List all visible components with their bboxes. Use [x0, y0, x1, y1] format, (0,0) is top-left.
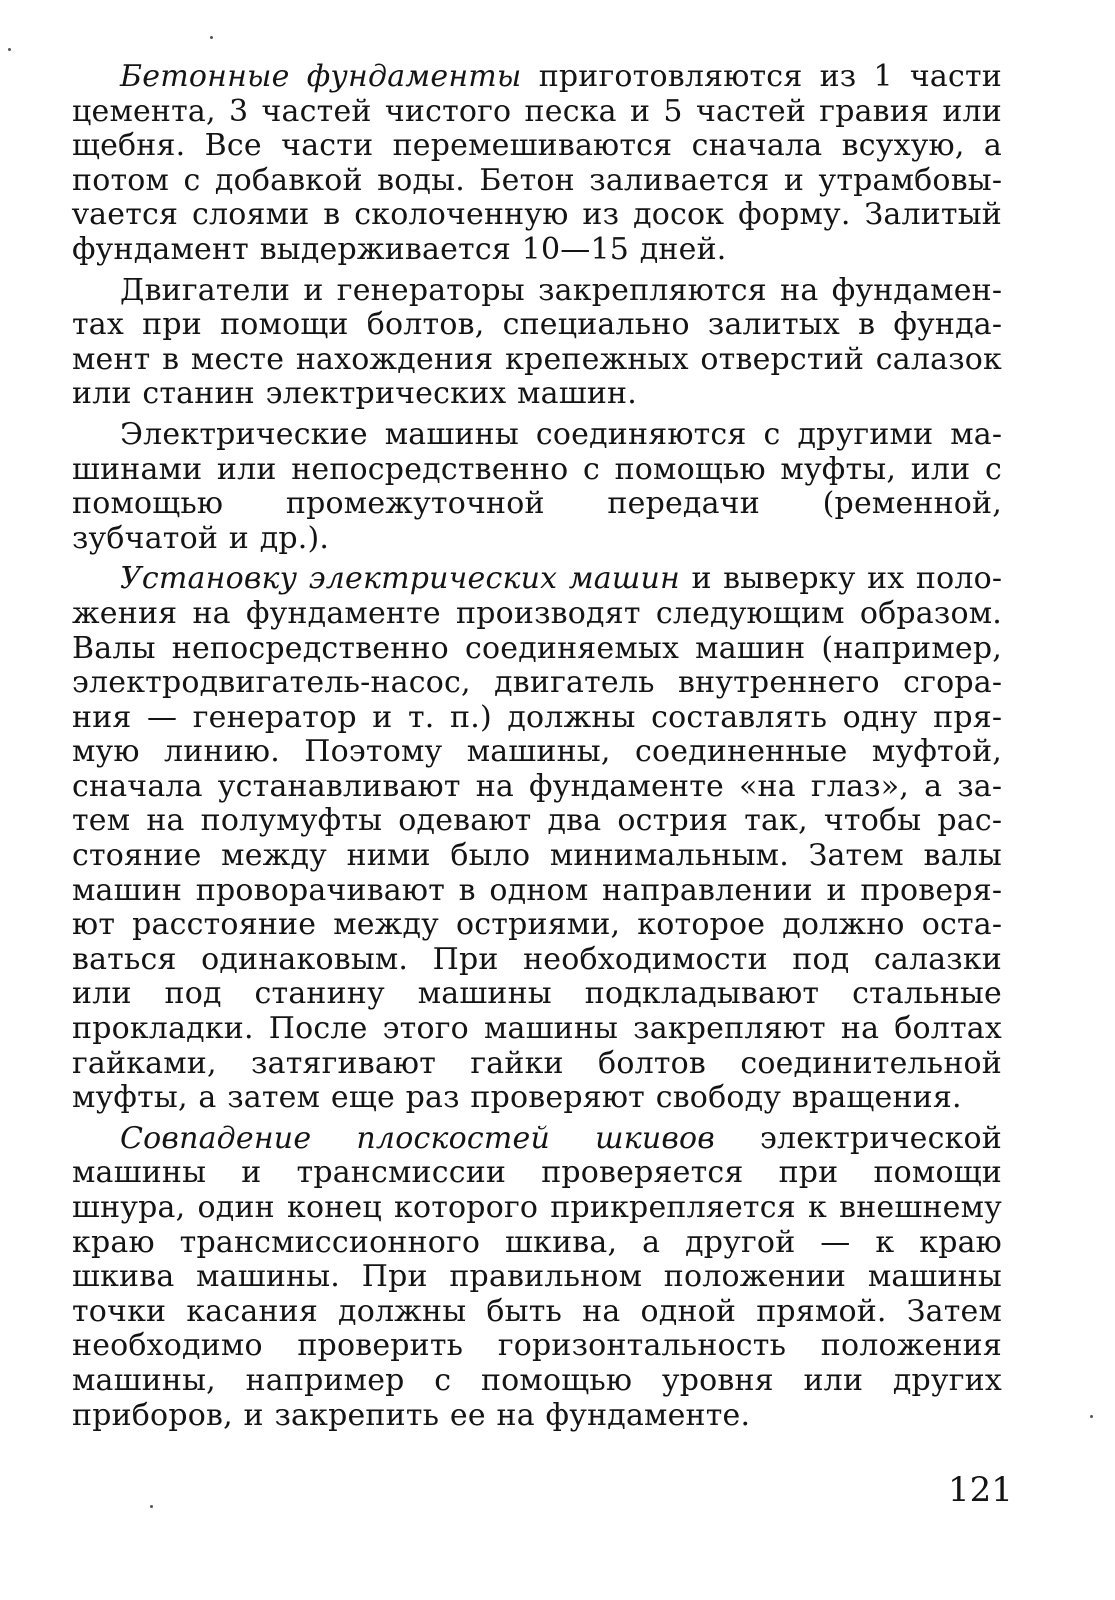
paragraph-text: приготовляются из 1 части цемента, 3 частей чистого песка и 5 частей гравия или щебня. Все части перемешиваются сначала всухую, а потом с добавкой воды. Бетон заливается и утрамбовыvается слоями в сколоченную из досок форму. Залитый фундамент выдерживается 10—15 дней. — [72, 59, 1002, 267]
paragraph-machine-coupling — [72, 418, 1002, 556]
scan-speck — [210, 36, 213, 39]
paragraph-lead-italic: Установку электрических машин — [120, 561, 680, 597]
paragraph-text: Двигатели и генераторы закрепляются на фундаментах при помощи болтов, специально залитых в фундамент в месте нахождения крепежных отверстий салазок или станин электрических машин. — [72, 272, 1002, 412]
paragraph-text: и выверку их положения на фундаменте производят следующим образом. Валы непосредственно соединяемых машин (например, электродвигатель-насос, двигатель внутреннего сгорания — генератор и т. п.) должны составлять одну прямую линию. Поэтому машины, соединенные муфтой, сначала устанавливают на фундаменте «на глаз», а затем на полумуфты одевают два острия так, чтобы расстояние между ними было минимальным. Затем валы машин проворачивают в одном направлении и проверяют расстояние между остриями, которое должно оставаться одинаковым. При необходимости под салазки или под станину машины подкладывают стальные прокладки. После этого машины закрепляют на болтах гайками, затягивают гайки болтов соединительной муфты, а затем еще раз проверяют свободу вращения. — [72, 561, 1002, 1116]
page-number: 121 — [948, 1470, 1013, 1510]
scan-speck — [150, 1505, 153, 1508]
paragraph-mounting-bolts — [72, 274, 1002, 412]
scan-speck — [1090, 1415, 1093, 1418]
body-text — [72, 60, 1002, 1439]
paragraph-text: электрической машины и трансмиссии проверяется при помощи шнура, один конец которого прикрепляется к внешнему краю трансмиссионного шкива, а другой — к краю шкива машины. При правильном положении машины точки касания должны быть на одной прямой. Затем необходимо проверить горизонтальность положения машины, например с помощью уровня или других приборов, и закрепить ее на фундаменте. — [72, 1120, 1002, 1433]
paragraph-lead-italic: Бетонные фундаменты — [120, 59, 522, 94]
paragraph-text: Электрические машины соединяются с другими машинами или непосредственно с помощью муфты, или с помощью промежуточной передачи (ременной, зубчатой и др.). — [72, 416, 1002, 556]
paragraph-pulley-alignment — [72, 1122, 1002, 1433]
paragraph-machine-installation — [72, 562, 1002, 1116]
paragraph-lead-italic: Совпадение плоскостей шкивов — [120, 1120, 715, 1156]
paragraph-concrete-foundations — [72, 60, 1002, 268]
scan-speck — [8, 48, 11, 51]
